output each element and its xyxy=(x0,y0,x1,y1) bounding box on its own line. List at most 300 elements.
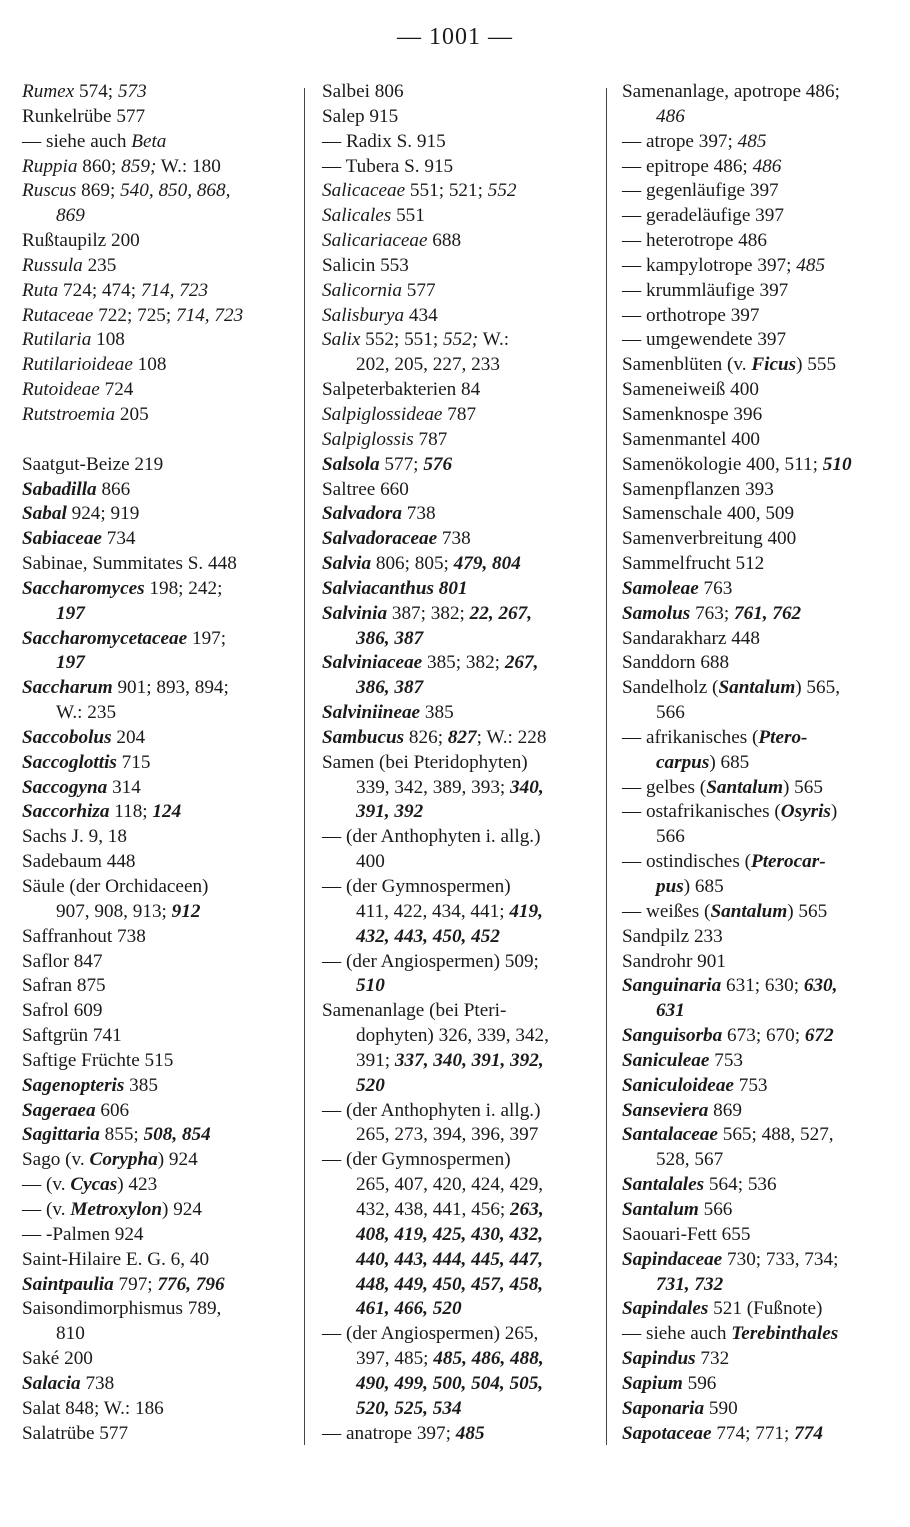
index-term-i: Ruppia xyxy=(22,155,78,177)
index-text: — Tubera S. 915 xyxy=(322,155,454,177)
index-text: 806; 805; xyxy=(371,553,454,575)
index-text: — (der Angiospermen) 265, xyxy=(322,1323,539,1345)
index-text: Sadebaum 448 xyxy=(22,851,136,873)
index-line xyxy=(322,800,590,825)
index-line xyxy=(322,627,590,652)
page-number: — 1001 — xyxy=(397,24,513,50)
index-term-bi: 386, 387 xyxy=(356,677,424,699)
index-term-i: Ruta xyxy=(22,279,59,301)
index-term-bi: carpus xyxy=(656,751,710,773)
index-text: 866 xyxy=(96,478,131,500)
index-term-bi: 912 xyxy=(171,900,201,922)
index-line xyxy=(622,204,894,229)
index-term-i: 540, 850, 868, xyxy=(120,180,231,202)
index-text: — (der Gymnospermen) xyxy=(322,1149,511,1171)
index-line xyxy=(322,155,590,180)
index-text: Saisondimorphismus 789, xyxy=(22,1298,222,1320)
index-term-bi: 448, 449, 450, 457, 458, xyxy=(356,1273,544,1295)
index-line xyxy=(322,105,590,130)
index-term-bi: Saccoglottis xyxy=(22,751,117,773)
index-term-bi: 672 xyxy=(804,1025,834,1047)
index-line xyxy=(622,1099,894,1124)
index-term-bi: Saniculoideae xyxy=(622,1074,734,1096)
index-text: 673; 670; xyxy=(722,1025,805,1047)
index-text: Sago (v. xyxy=(22,1149,90,1171)
index-text: 265, 273, 394, 396, 397 xyxy=(356,1124,539,1146)
index-line xyxy=(322,701,590,726)
index-text: Sandarakharz 448 xyxy=(622,627,760,649)
index-line xyxy=(22,155,290,180)
index-text: — (der Anthophyten i. allg.) xyxy=(322,1099,541,1121)
index-text: ) 565, xyxy=(795,677,841,699)
index-line xyxy=(22,1074,290,1099)
index-term-bi: Metroxylon xyxy=(70,1198,163,1220)
index-text: 732 xyxy=(695,1348,730,1370)
index-text: 385 xyxy=(420,702,454,724)
index-text: Sameneiweiß 400 xyxy=(622,379,759,401)
index-term-bi: Sapium xyxy=(622,1372,683,1394)
index-line xyxy=(622,179,894,204)
index-line xyxy=(22,800,290,825)
index-text: W.: 235 xyxy=(56,702,117,724)
index-line xyxy=(622,751,894,776)
index-line xyxy=(622,1397,894,1422)
index-text: 869; xyxy=(76,180,121,202)
index-line xyxy=(322,726,590,751)
index-line xyxy=(322,676,590,701)
index-text: 204 xyxy=(111,726,146,748)
index-line xyxy=(22,776,290,801)
index-term-bi: Cycas xyxy=(70,1174,118,1196)
index-line xyxy=(322,204,590,229)
index-line xyxy=(22,1372,290,1397)
index-term-bi: 490, 499, 500, 504, 505, xyxy=(356,1372,544,1394)
index-term-i: Rutilaria xyxy=(22,329,92,351)
index-line xyxy=(22,1049,290,1074)
index-term-i: 552 xyxy=(487,180,517,202)
index-text: Saffranhout 738 xyxy=(22,925,146,947)
index-text: 763; xyxy=(690,602,734,624)
index-text: Samenknospe 396 xyxy=(622,403,763,425)
index-term-bi: 124 xyxy=(152,801,182,823)
index-text: Samenblüten (v. xyxy=(622,354,752,376)
index-term-i: Salicornia xyxy=(322,279,402,301)
index-text: Sandelholz ( xyxy=(622,677,719,699)
index-term-bi: Salvadora xyxy=(322,503,402,525)
index-line xyxy=(22,1223,290,1248)
index-line xyxy=(22,552,290,577)
index-line xyxy=(322,776,590,801)
index-line xyxy=(22,577,290,602)
index-line xyxy=(22,1173,290,1198)
index-term-bi: Salviniaceae xyxy=(322,652,423,674)
index-column-3 xyxy=(622,80,894,1446)
index-text: 566 xyxy=(656,702,685,724)
index-text: 205 xyxy=(115,403,149,425)
index-line xyxy=(622,105,894,130)
index-line xyxy=(22,478,290,503)
index-line xyxy=(622,1024,894,1049)
index-line xyxy=(622,1049,894,1074)
index-line xyxy=(22,1248,290,1273)
index-line xyxy=(622,701,894,726)
index-term-bi: 337, 340, 391, 392, xyxy=(394,1049,544,1071)
index-line xyxy=(622,453,894,478)
index-text: Saftgrün 741 xyxy=(22,1025,122,1047)
index-text: 924; 919 xyxy=(66,503,140,525)
index-term-i: Russula xyxy=(22,254,83,276)
index-text: Samenpflanzen 393 xyxy=(622,478,774,500)
index-term-bi: 485, 486, 488, xyxy=(433,1348,544,1370)
index-term-bi: 267, xyxy=(504,652,539,674)
index-term-i: 485 xyxy=(737,130,767,152)
index-text: 810 xyxy=(56,1323,85,1345)
index-text: Saouari-Fett 655 xyxy=(622,1223,751,1245)
index-text: Sachs J. 9, 18 xyxy=(22,826,127,848)
index-text: W.: 180 xyxy=(156,155,221,177)
index-line xyxy=(622,776,894,801)
index-term-i: Rutaceae xyxy=(22,304,94,326)
index-term-bi: 761, 762 xyxy=(733,602,802,624)
index-line xyxy=(622,378,894,403)
index-line xyxy=(622,1273,894,1298)
index-term-bi: Sabadilla xyxy=(22,478,97,500)
index-term-i: 573 xyxy=(117,81,147,102)
index-text: 566 xyxy=(656,826,685,848)
index-text: Samenanlage (bei Pteri- xyxy=(322,1000,507,1022)
index-text: Sabinae, Summitates S. 448 xyxy=(22,553,237,575)
index-text: 738 xyxy=(437,528,471,550)
column-divider xyxy=(606,88,607,1445)
index-text: 590 xyxy=(704,1397,738,1419)
index-term-bi: 340, xyxy=(510,776,544,798)
index-text: — ostafrikanisches ( xyxy=(622,801,781,823)
index-line xyxy=(22,651,290,676)
index-term-bi: 22, 267, xyxy=(469,602,533,624)
index-text: 907, 908, 913; xyxy=(56,900,172,922)
index-line xyxy=(22,925,290,950)
index-line xyxy=(622,304,894,329)
index-line xyxy=(322,1074,590,1099)
index-text: 202, 205, 227, 233 xyxy=(356,354,500,376)
index-line xyxy=(622,950,894,975)
index-line xyxy=(22,428,290,453)
index-text: 197; xyxy=(187,627,227,649)
index-text: 411, 422, 434, 441; xyxy=(356,900,510,922)
index-term-i: Salisburya xyxy=(322,304,405,326)
index-term-i: Salicaceae xyxy=(322,180,406,202)
index-text: 855; xyxy=(99,1124,144,1146)
index-line xyxy=(622,1297,894,1322)
index-text: ) 423 xyxy=(117,1174,158,1196)
index-term-bi: Salvinia xyxy=(322,602,388,624)
index-line xyxy=(22,502,290,527)
index-text: 688 xyxy=(427,230,462,252)
index-text: Sammelfrucht 512 xyxy=(622,553,765,575)
index-term-bi: Saccharomyces xyxy=(22,577,145,599)
index-text: — siehe auch xyxy=(22,130,132,152)
index-term-bi: pus xyxy=(656,876,684,897)
index-text: — anatrope 397; xyxy=(322,1422,456,1444)
index-line xyxy=(22,80,290,105)
index-line xyxy=(322,1223,590,1248)
index-text: — (der Angiospermen) 509; xyxy=(322,950,539,972)
index-term-bi: 419, xyxy=(509,900,543,922)
index-line xyxy=(22,1297,290,1322)
index-line xyxy=(322,1322,590,1347)
index-text: ) 565 xyxy=(787,900,828,922)
index-text: 574; xyxy=(74,81,118,102)
index-line xyxy=(22,999,290,1024)
index-text: 235 xyxy=(82,254,117,276)
index-line xyxy=(22,229,290,254)
index-text: Saltree 660 xyxy=(322,478,409,500)
index-line xyxy=(622,353,894,378)
index-line xyxy=(22,1099,290,1124)
index-term-bi: Salsola xyxy=(322,453,380,475)
index-text: 566 xyxy=(698,1198,733,1220)
index-line xyxy=(622,1074,894,1099)
index-text: 198; 242; xyxy=(144,577,223,599)
index-text: 715 xyxy=(116,751,151,773)
index-line xyxy=(622,900,894,925)
index-line xyxy=(322,304,590,329)
index-line xyxy=(622,577,894,602)
index-term-i: Ruscus xyxy=(22,180,77,202)
index-line xyxy=(22,130,290,155)
index-term-bi: 461, 466, 520 xyxy=(356,1298,462,1320)
index-term-bi: Santalales xyxy=(622,1174,705,1196)
index-line xyxy=(22,254,290,279)
index-term-bi: Sageraea xyxy=(22,1099,96,1121)
index-text: Säule (der Orchidaceen) xyxy=(22,876,209,897)
index-line xyxy=(622,1322,894,1347)
index-text: 385 xyxy=(124,1074,158,1096)
index-term-bi: 263, xyxy=(510,1198,544,1220)
column-divider xyxy=(304,88,305,1445)
index-text: — gegenläufige 397 xyxy=(622,180,779,202)
index-line xyxy=(322,328,590,353)
index-line xyxy=(622,676,894,701)
index-text: — orthotrope 397 xyxy=(622,304,760,326)
index-text: — atrope 397; xyxy=(622,130,738,152)
index-term-bi: 827 xyxy=(447,726,477,748)
index-text: 596 xyxy=(682,1372,717,1394)
index-text: 730; 733, 734; xyxy=(722,1248,839,1270)
index-line xyxy=(22,453,290,478)
index-text: Saatgut-Beize 219 xyxy=(22,453,164,475)
index-text: — (der Gymnospermen) xyxy=(322,876,511,897)
index-text: 826; xyxy=(404,726,448,748)
index-text: — heterotrope 486 xyxy=(622,230,767,252)
index-text: — (v. xyxy=(22,1198,71,1220)
index-text: 387; 382; xyxy=(387,602,470,624)
index-line xyxy=(22,179,290,204)
index-line xyxy=(22,751,290,776)
index-line xyxy=(322,229,590,254)
index-term-bi: Saccogyna xyxy=(22,776,108,798)
index-line xyxy=(322,1173,590,1198)
index-term-bi: 386, 387 xyxy=(356,627,424,649)
index-text: Samenmantel 400 xyxy=(622,428,761,450)
index-column-1 xyxy=(22,80,290,1446)
index-line xyxy=(322,552,590,577)
index-term-bi: Samolus xyxy=(622,602,691,624)
index-text: Sandpilz 233 xyxy=(622,925,723,947)
index-line xyxy=(22,974,290,999)
index-term-i: 714, 723 xyxy=(176,304,244,326)
index-text: 901; 893, 894; xyxy=(112,677,229,699)
index-text: 787 xyxy=(442,403,477,425)
index-term-bi: Pterocar- xyxy=(750,851,826,873)
index-text: 724 xyxy=(99,379,134,401)
index-term-i: 869 xyxy=(56,205,85,227)
index-line xyxy=(622,254,894,279)
index-text: — weißes ( xyxy=(622,900,711,922)
index-text: Safrol 609 xyxy=(22,1000,103,1022)
index-term-i: Rutstroemia xyxy=(22,403,116,425)
index-term-bi: Saccharum xyxy=(22,677,113,699)
index-term-bi: 576 xyxy=(423,453,453,475)
index-line xyxy=(22,627,290,652)
index-line xyxy=(622,726,894,751)
index-term-bi: 440, 443, 444, 445, 447, xyxy=(356,1248,544,1270)
index-text: 753 xyxy=(733,1074,768,1096)
index-term-i: Rutoideae xyxy=(22,379,100,401)
index-term-bi: Salviacanthus xyxy=(322,577,434,599)
index-line xyxy=(622,80,894,105)
index-text: 606 xyxy=(95,1099,130,1121)
index-text: Samenökologie 400, 511; xyxy=(622,453,823,475)
index-text: 734 xyxy=(101,528,136,550)
index-line xyxy=(622,1372,894,1397)
index-term-bi: 432, 443, 450, 452 xyxy=(356,925,500,947)
index-line xyxy=(622,825,894,850)
index-line xyxy=(22,403,290,428)
index-term-i: Salpiglossis xyxy=(322,428,414,450)
index-line xyxy=(322,999,590,1024)
index-text: — geradeläufige 397 xyxy=(622,205,784,227)
index-term-i: Salix xyxy=(322,329,361,351)
index-text: W.: xyxy=(478,329,510,351)
index-line xyxy=(22,602,290,627)
index-line xyxy=(322,1248,590,1273)
index-term-i: Rutilarioideae xyxy=(22,354,133,376)
index-line xyxy=(622,602,894,627)
index-term-bi: Salacia xyxy=(22,1372,81,1394)
index-line xyxy=(322,1099,590,1124)
index-text: 339, 342, 389, 393; xyxy=(356,776,511,798)
index-line xyxy=(22,1123,290,1148)
index-term-bi: 408, 419, 425, 430, 432, xyxy=(356,1223,544,1245)
index-term-bi: Sapindus xyxy=(622,1348,696,1370)
index-line xyxy=(322,527,590,552)
index-line xyxy=(322,279,590,304)
index-text: — -Palmen 924 xyxy=(22,1223,144,1245)
index-line xyxy=(322,1297,590,1322)
index-term-bi: 197 xyxy=(56,602,85,624)
index-text: 551; 521; xyxy=(405,180,488,202)
index-line xyxy=(622,1198,894,1223)
index-term-bi: Sabal xyxy=(22,503,67,525)
index-line xyxy=(622,130,894,155)
index-text: Saint-Hilaire E. G. 6, 40 xyxy=(22,1248,210,1270)
index-line xyxy=(22,378,290,403)
index-term-i: 859; xyxy=(121,155,157,177)
index-term-bi: 510 xyxy=(356,975,385,997)
index-line xyxy=(322,478,590,503)
index-term-bi: Ptero- xyxy=(758,726,808,748)
index-term-i: Salpiglossideae xyxy=(322,403,443,425)
index-term-i: 486 xyxy=(752,155,782,177)
index-term-i: 486 xyxy=(656,105,685,127)
index-text: Salbei 806 xyxy=(322,81,404,102)
index-term-bi: Saniculeae xyxy=(622,1049,710,1071)
index-text: 528, 567 xyxy=(656,1149,724,1171)
index-line xyxy=(322,1148,590,1173)
index-text: Sanddorn 688 xyxy=(622,652,730,674)
index-text: 631; 630; xyxy=(721,975,804,997)
index-term-bi: Sagenopteris xyxy=(22,1074,125,1096)
index-line xyxy=(22,950,290,975)
index-term-bi: 776, 796 xyxy=(157,1273,225,1295)
index-text: — krummläufige 397 xyxy=(622,279,789,301)
index-text: Samenanlage, apotrope 486; xyxy=(622,81,840,102)
index-text: ) 924 xyxy=(162,1198,202,1220)
index-line xyxy=(622,478,894,503)
index-text: 763 xyxy=(698,577,733,599)
index-line xyxy=(322,825,590,850)
index-text: 552; 551; xyxy=(360,329,443,351)
index-text: ; W.: 228 xyxy=(476,726,547,748)
index-line xyxy=(22,328,290,353)
index-text: — (v. xyxy=(22,1174,71,1196)
index-term-bi: 731, 732 xyxy=(656,1273,724,1295)
index-line xyxy=(622,229,894,254)
index-text: Rußtaupilz 200 xyxy=(22,230,140,252)
index-text: 577 xyxy=(401,279,436,301)
index-term-i: Rumex xyxy=(22,81,75,102)
index-line xyxy=(22,1422,290,1447)
index-term-bi: Sambucus xyxy=(322,726,405,748)
index-text: Saflor 847 xyxy=(22,950,103,972)
index-line xyxy=(622,627,894,652)
index-text: 797; xyxy=(113,1273,158,1295)
index-text: 565; 488, 527, xyxy=(717,1124,834,1146)
index-line xyxy=(22,105,290,130)
index-term-bi: Ficus xyxy=(751,354,797,376)
index-line xyxy=(22,1198,290,1223)
index-line xyxy=(622,925,894,950)
index-term-i: 714, 723 xyxy=(140,279,209,301)
index-text: 564; 536 xyxy=(704,1174,777,1196)
index-text: ) 924 xyxy=(157,1149,198,1171)
index-text: 434 xyxy=(404,304,438,326)
index-text: 265, 407, 420, 424, 429, xyxy=(356,1174,544,1196)
index-text: ) 565 xyxy=(783,776,823,798)
index-line xyxy=(22,726,290,751)
index-line xyxy=(622,875,894,900)
index-line xyxy=(622,999,894,1024)
index-term-bi: Santalum xyxy=(622,1198,699,1220)
index-term-bi: 801 xyxy=(438,577,468,599)
index-line xyxy=(22,304,290,329)
index-text: 738 xyxy=(401,503,436,525)
index-text: — epitrope 486; xyxy=(622,155,753,177)
index-text: 738 xyxy=(80,1372,115,1394)
index-line xyxy=(322,751,590,776)
index-line xyxy=(22,1024,290,1049)
